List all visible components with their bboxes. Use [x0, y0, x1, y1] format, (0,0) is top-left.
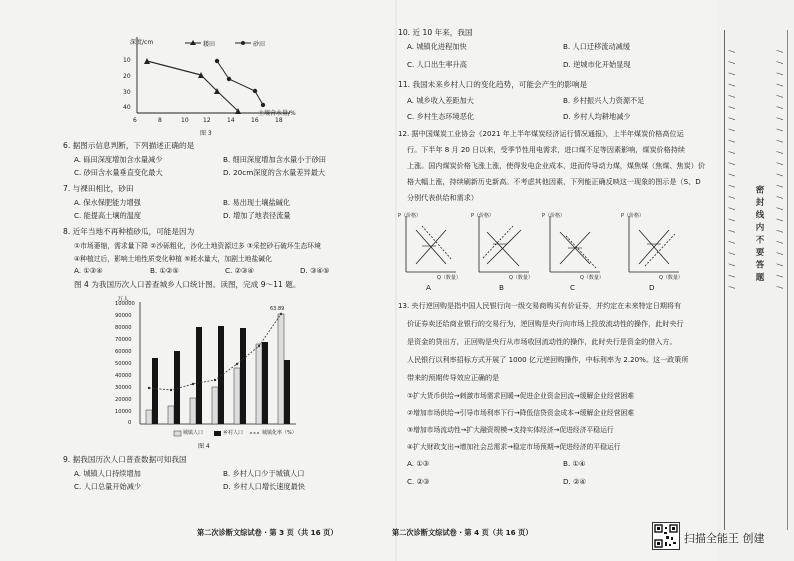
- q11-option-b: B. 乡村振兴人力资源不足: [563, 96, 645, 105]
- fig3-ytick: 20: [123, 73, 131, 80]
- graph-b-x-label: Q（数量）: [509, 275, 533, 281]
- fig3-ytick: 30: [123, 89, 131, 96]
- dashed-cut-line-left: / / / / / / / / / / / / / / / / / / / / / /: [727, 50, 736, 292]
- q7-option-c: C. 能提高土壤的温度: [74, 211, 142, 220]
- bar-urban-2020: [278, 314, 284, 424]
- point-sha-tian-3: [253, 89, 257, 93]
- q8-line-1: ①市场萎缩，需求量下降 ②沙砾粗化，沙化土地资源过多 ③采挖砂石破坏生态环境: [74, 242, 321, 250]
- q9-option-a: A. 城镇人口持续增加: [74, 469, 141, 478]
- q13-line-5: 带来的预期传导效应正确的是: [407, 373, 500, 382]
- bar-rural-1990: [218, 326, 224, 424]
- fig4-ytick: 0: [128, 420, 132, 426]
- q9-option-d: D. 乡村人口增长速度最快: [223, 482, 305, 491]
- fig3-ytick: 10: [123, 57, 131, 64]
- fig3-xtick: 14: [227, 117, 235, 124]
- q12-graph-b: [475, 214, 531, 276]
- fig4-ytick: 40000: [115, 373, 132, 379]
- fig4-ytick: 30000: [115, 385, 132, 391]
- fig4-ytick: 70000: [115, 337, 132, 343]
- fig4-ytick: 20000: [115, 397, 132, 403]
- q9-11-intro: 图 4 为我国历次人口普查城乡人口统计图。读图，完成 9～11 题。: [74, 280, 301, 289]
- q7-option-b: B. 易出现土壤盐碱化: [223, 198, 291, 207]
- q13-option-a: A. ①③: [407, 459, 430, 468]
- q7-option-a: A. 保水保肥能力增强: [74, 198, 141, 207]
- q6-stem: 6. 据图示信息判断，下列描述正确的是: [63, 141, 195, 150]
- bar-urban-1990: [212, 387, 218, 424]
- fig3-xtick: 6: [133, 117, 137, 124]
- q13-chain-1: ①扩大货币供给→刺激市场需求回暖→促进企业资金回流→缓解企业经营困难: [407, 392, 635, 400]
- series-sha-tian-line: [217, 61, 263, 105]
- graph-a-y-label: P（价格）: [398, 213, 422, 219]
- q12-line-2: 行。下半年 8 月 20 日以来，受季节性用电需求，进口煤不足等因素影响，煤炭价格持续: [407, 145, 685, 154]
- graph-b-label: B: [499, 283, 504, 292]
- q6-option-b: B. 细田深度增加含水量小于砂田: [223, 155, 326, 164]
- series-lou-tian-line: [147, 61, 238, 111]
- q13-chain-4: ④扩大财政支出→增加社会总需求→稳定市场预期→促进经济的平稳运行: [407, 443, 621, 451]
- q10-option-d: D. 逆城市化开始显现: [563, 60, 631, 69]
- q12-graph-c: [546, 214, 602, 276]
- q12-line-5: 分别代表供给和需求）: [407, 193, 478, 202]
- graph-d-x-label: Q（数量）: [659, 275, 683, 281]
- q13-line-2: 价证券卖还给商业银行的交易行为，逆回购是央行向市场上投放流动性的操作，此时央行: [407, 319, 684, 328]
- fig4-rate-label: 63.89: [270, 306, 285, 312]
- q9-option-c: C. 人口总量开始减少: [74, 482, 142, 491]
- q8-option-c: C. ②③④: [225, 266, 254, 275]
- fig4-unit: 万人: [117, 296, 130, 303]
- fig3-caption: 图 3: [200, 130, 212, 137]
- q12-line-3: 上涨。国内煤炭价格飞涨上涨，使得发电企业成本，进而传导动力煤，煤焦煤（焦煤、焦炭）价: [407, 161, 705, 170]
- bar-rural-1953: [152, 358, 158, 424]
- bar-rural-2020: [284, 360, 290, 424]
- bar-rural-2000: [240, 328, 246, 424]
- q13-option-b: B. ①④: [563, 459, 586, 468]
- fig3-xtick: 10: [181, 117, 189, 124]
- fig4-legend-urban: 城镇人口: [183, 430, 204, 436]
- fig4-ytick: 60000: [115, 349, 132, 355]
- fig3-xtick: 12: [203, 117, 211, 124]
- seal-line-notice: 密封线内不要答题: [754, 185, 764, 285]
- figure-4-chart: [138, 300, 298, 440]
- q12-line-4: 格大幅上涨，持续刷新历史新高。不考虑其他因素，下列能正确反映这一现象的图示是（S、D: [407, 177, 701, 186]
- bar-urban-2000: [234, 368, 240, 424]
- fig4-ytick: 10000: [115, 409, 132, 415]
- binding-edge: [787, 30, 788, 530]
- graph-b-y-label: P（价格）: [471, 213, 495, 219]
- fig3-depth-label: 深度/cm: [130, 39, 154, 46]
- q12-graph-d: [625, 214, 681, 276]
- fig4-legend-rate: 城镇化率（%）: [262, 430, 297, 436]
- q8-stem: 8. 近年当地不再种植砂瓜，可能是因为: [63, 227, 195, 236]
- point-lou-tian-2: [198, 72, 204, 78]
- q9-option-b: B. 乡村人口少于城镇人口: [223, 469, 305, 478]
- fig4-caption: 图 4: [198, 443, 210, 450]
- graph-d-y-label: P（价格）: [621, 213, 645, 219]
- page-3-footer: 第二次诊断文综试卷 · 第 3 页（共 16 页）: [197, 528, 338, 537]
- q8-line-2: ④种植过后，影响土地性质变化种植 ⑤耗水量大，加剧土地盐碱化: [74, 255, 272, 263]
- graph-d-label: D: [649, 283, 655, 292]
- point-sha-tian-2: [227, 77, 231, 81]
- bar-rural-2010: [262, 342, 268, 424]
- q6-option-d: D. 20cm深度的含水量差异最大: [223, 168, 326, 177]
- bar-urban-1982: [190, 398, 196, 424]
- fig3-xtick: 18: [275, 117, 283, 124]
- q6-option-a: A. 砾田深度增加含水量减少: [74, 155, 163, 164]
- left-page: [0, 0, 395, 561]
- q7-stem: 7. 与裸田相比，砂田: [63, 184, 134, 193]
- page-4-footer: 第二次诊断文综试卷 · 第 4 页（共 16 页）: [392, 528, 533, 537]
- graph-a-label: A: [426, 283, 431, 292]
- fig3-x-title: 土壤含水量/%: [258, 110, 296, 117]
- point-sha-tian-1: [215, 59, 219, 63]
- q11-option-d: D. 乡村人均耕地减少: [563, 112, 631, 121]
- q13-line-3: 是资金的贷出方，正回购是央行从市场收回流动性的操作，此时央行是资金的借入方。: [407, 337, 677, 346]
- q8-option-d: D. ③④⑤: [300, 266, 330, 275]
- right-page: [392, 0, 717, 561]
- q10-option-c: C. 人口出生率升高: [407, 60, 467, 69]
- q11-option-c: C. 乡村生态环境恶化: [407, 112, 475, 121]
- q8-option-b: B. ①②⑤: [150, 266, 179, 275]
- fig4-ytick: 90000: [115, 313, 132, 319]
- scanner-watermark: 扫描全能王 创建: [684, 532, 765, 545]
- q7-option-d: D. 增加了地表径流量: [223, 211, 291, 220]
- q13-option-d: D. ②④: [563, 477, 586, 486]
- qr-code: [652, 522, 680, 550]
- bar-urban-1953: [146, 410, 152, 424]
- fig4-ytick: 50000: [115, 361, 132, 367]
- graph-a-x-label: Q（数量）: [437, 275, 461, 281]
- q10-stem: 10. 近 10 年来，我国: [398, 28, 473, 37]
- q9-stem: 9. 据我国历次人口普查数据可知我国: [63, 455, 187, 464]
- fig4-ytick: 100000: [115, 301, 135, 307]
- q13-chain-3: ③增加市场流动性→扩大融资规模→支持实体经济→促进经济平稳运行: [407, 426, 614, 434]
- q10-option-a: A. 城镇化进程加快: [407, 42, 467, 51]
- fig4-legend-rural: 乡村人口: [223, 430, 244, 436]
- binding-strip: [717, 0, 794, 561]
- q13-line-4: 人民银行以利率招标方式开展了 1000 亿元逆回购操作，中标利率为 2.20%。这一政策所: [407, 355, 689, 364]
- q10-option-b: B. 人口迁移流动减缓: [563, 42, 631, 51]
- binding-line: [724, 30, 725, 530]
- q13-chain-2: ②增加市场供给→引导市场利率下行→降低信贷资金成本→缓解企业经营困难: [407, 409, 635, 417]
- q11-option-a: A. 城乡收入差距加大: [407, 96, 474, 105]
- point-lou-tian-1: [144, 58, 150, 64]
- fig3-legend-a: 耧田: [203, 41, 216, 48]
- q12-graph-a: [402, 214, 458, 276]
- bar-rural-1982: [196, 327, 202, 424]
- point-sha-tian-4: [261, 103, 265, 107]
- fig3-ytick: 40: [123, 104, 131, 111]
- dashed-cut-line-right: / / / / / / / / / / / / / / / / / / / / / /: [775, 50, 784, 292]
- bar-urban-1964: [168, 406, 174, 424]
- graph-c-label: C: [570, 283, 576, 292]
- q6-option-c: C. 砂田含水量垂直变化最大: [74, 168, 163, 177]
- fig3-xtick: 16: [251, 117, 259, 124]
- q12-line-1: 12. 据中国煤炭工业协会《2021 年上半年煤炭经济运行情况通报》，上半年煤炭价格高位运: [398, 129, 684, 138]
- bar-urban-2010: [256, 344, 262, 424]
- fig3-xtick: 8: [158, 117, 162, 124]
- fig3-legend-b: 砂田: [253, 41, 266, 48]
- q11-stem: 11. 我国未来乡村人口的变化趋势，可能会产生的影响是: [398, 80, 588, 89]
- q13-option-c: C. ②③: [407, 477, 430, 486]
- graph-c-y-label: P（价格）: [542, 213, 566, 219]
- graph-c-x-label: Q（数量）: [580, 275, 604, 281]
- q13-line-1: 13. 央行逆回购是指中国人民银行向一级交易商购买有价证券，并约定在未来特定日期将有: [398, 301, 682, 310]
- q8-option-a: A. ①③④: [74, 266, 103, 275]
- fig4-ytick: 80000: [115, 325, 132, 331]
- bar-rural-1964: [174, 351, 180, 424]
